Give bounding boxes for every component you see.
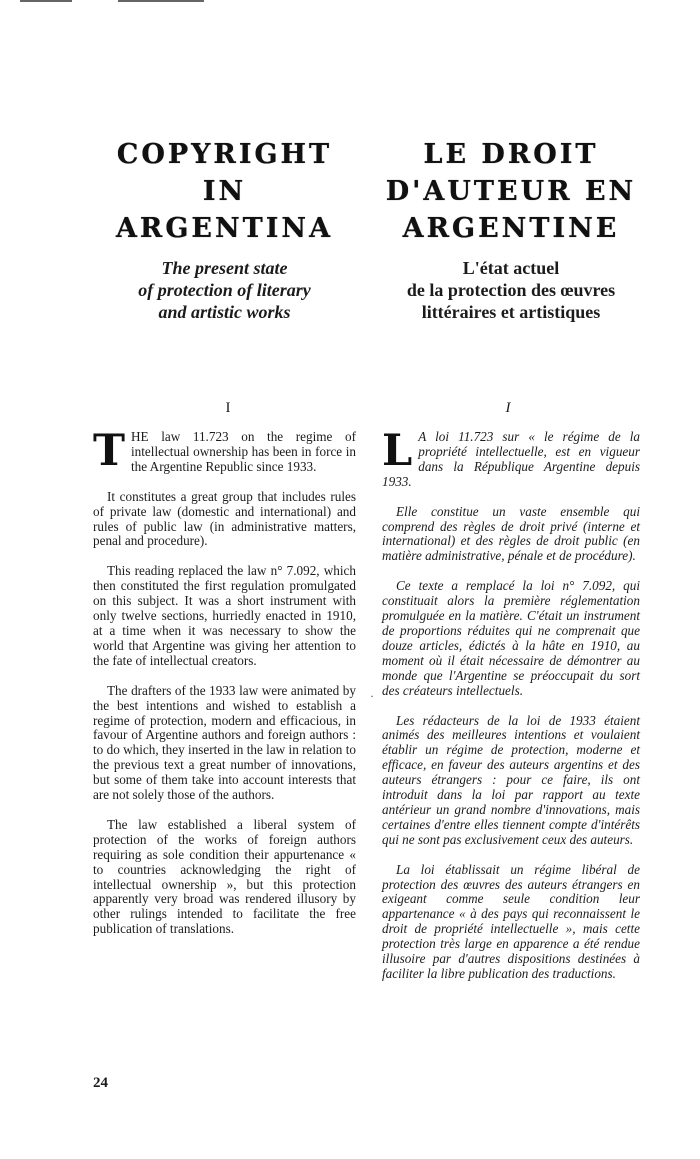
french-title: [382, 136, 640, 247]
english-paragraph: The drafters of the 1933 law were animated by the best intentions and wished to establish a regime of protection, modern and efficacious, in favour of Argentine authors and foreign authors : to do which, they inserted in the law in relation to the previous text a great number of innovations, but some of them take into account interests that are not solely those of the authors.: [93, 682, 356, 803]
margin-mark: ·: [370, 689, 374, 703]
english-paragraph: This reading replaced the law n° 7.092, which then constituted the first regulation promulgated on this subject. It was a short instrument with only twelve sections, hurriedly enacted in 1910, at a time when it was necessary to show the world that Argentine was giving her attention to the fate of intellectual creators.: [93, 563, 356, 668]
french-title-line: LE DROIT: [423, 139, 599, 170]
english-title-line: ARGENTINA: [115, 213, 334, 244]
english-title-line: IN: [202, 176, 247, 207]
french-subtitle-line: littéraires et artistiques: [421, 302, 601, 322]
french-subtitle-line: de la protection des œuvres: [406, 280, 616, 300]
french-title-line: D'AUTEUR EN: [385, 176, 637, 207]
english-subtitle-line: The present state: [161, 258, 288, 278]
french-paragraph: La loi établissait un régime libéral de protection des œuvres des auteurs étrangers en exigeant comme seule condition leur appartenance « à des pays qui reconnaissent le droit de propriété intellectuelle », mais cette protection très large en apparence a été rendue illusoire par d'autres dispositions destinées à faciliter la libre publication des traductions.: [382, 861, 640, 981]
french-paragraph: L A loi 11.723 sur « le régime de la propriété intellectuelle, est en vigueur dans la République Argentine depuis 1933.: [382, 426, 640, 489]
english-subtitle: [93, 257, 356, 323]
english-dropcap: T: [93, 426, 125, 476]
english-title: [93, 136, 356, 247]
english-title-line: COPYRIGHT: [116, 139, 333, 170]
english-paragraph: The law established a liberal system of protection of the works of foreign authors requiring as sole condition their appurtenance « to countries acknowledging the right of intellectual ownership », but this protection apparently very broad was rendered illusory by other rulings intended to facilitate the free publication of translations.: [93, 816, 356, 937]
english-subtitle-line: of protection of literary: [138, 280, 311, 300]
french-dropcap: L: [382, 426, 413, 476]
french-paragraph: Ce texte a remplacé la loi n° 7.092, qui constituait alors la première réglementation promulguée en la matière. C'était un instrument de proportions réduites qui ne comprenait que douze articles, édictés à la hâte en 1910, au moment où il était nécessaire de démontrer au monde que l'Argentine se préoccupait du sort des créateurs intellectuels.: [382, 578, 640, 698]
scan-edge-mark: [118, 0, 204, 2]
page-number: 24: [93, 1075, 108, 1091]
french-title-line: ARGENTINE: [402, 213, 620, 244]
french-paragraph: Les rédacteurs de la loi de 1933 étaient animés des meilleures intentions et voulaient établir un régime de protection, moderne et efficace, en faveur des auteurs argentins et des auteurs étrangers : pour ce faire, ils ont introduit dans la loi par rapport au texte antérieur un grand nombre d'innovations, mais certaines d'entre elles tiennent compte d'intérêts qui ne sont pas exclusivement ceux des auteurs.: [382, 712, 640, 847]
french-subtitle: [382, 257, 640, 323]
french-section-number: I: [505, 400, 511, 416]
french-paragraph: Elle constitue un vaste ensemble qui comprend des règles de droit privé (interne et international) et des règles de droit public (en matière administrative, pénale et de procédure).: [382, 503, 640, 564]
english-body: [93, 426, 356, 952]
french-body: [382, 426, 640, 997]
english-subtitle-line: and artistic works: [158, 302, 291, 322]
scan-edge-mark: [20, 0, 72, 2]
english-paragraph: It constitutes a great group that includes rules of private law (domestic and international) and rules of public law (in administrative matters, penal and procedure).: [93, 488, 356, 549]
french-subtitle-line: L'état actuel: [462, 258, 560, 278]
english-section-number: I: [225, 400, 231, 416]
english-paragraph: THE law 11.723 on the regime of intellectual ownership has been in force in the Argentine Republic since 1933.: [93, 426, 356, 476]
